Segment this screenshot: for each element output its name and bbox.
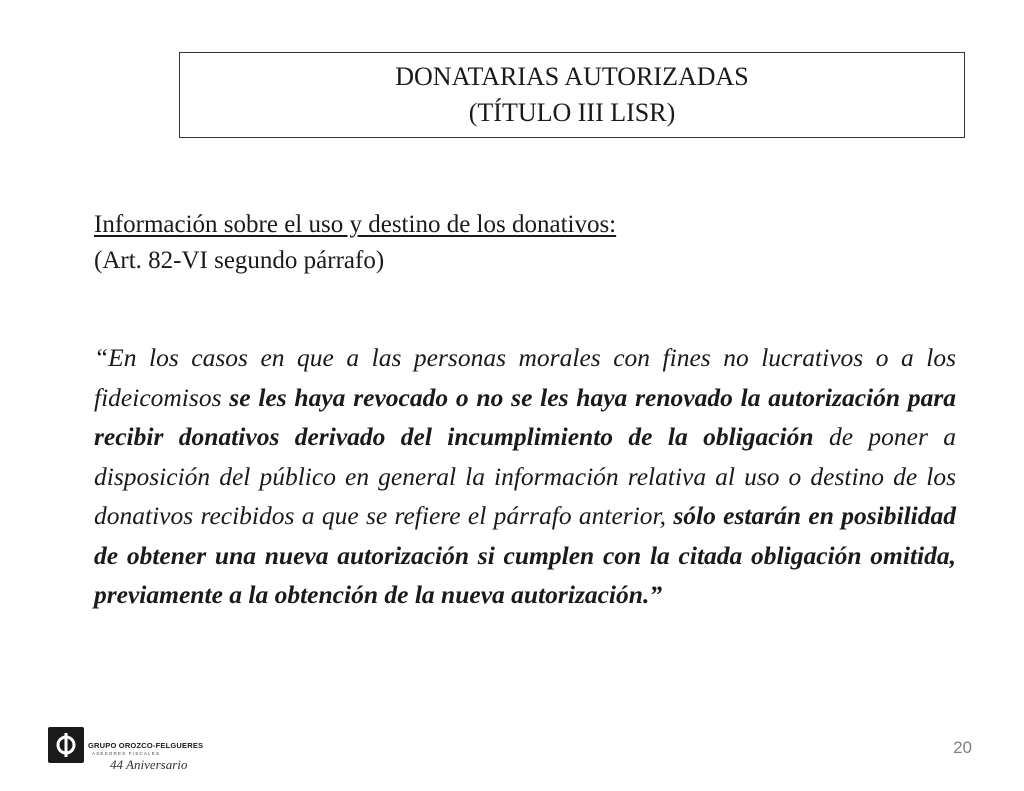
phi-logo-icon: [48, 727, 84, 763]
title-line-1: DONATARIAS AUTORIZADAS: [395, 62, 749, 91]
quote-part-3: de poner a disposición del público en general la información relativa al uso o destino de los donativos recibidos a que se refiere el párrafo anterior,: [94, 422, 956, 530]
section-header: [94, 207, 616, 279]
article-reference: (Art. 82-VI segundo párrafo): [94, 247, 385, 274]
page-number: 20: [953, 738, 972, 757]
logo-subtitle: ASESORES FISCALES: [92, 751, 161, 756]
quote-part-2-bold: se les haya revocado o no se les haya renovado la autorización para recibir donativos derivado del incumplimiento de la obligación: [94, 382, 956, 451]
company-logo: [48, 727, 204, 779]
logo-anniversary: 44 Aniversario: [110, 757, 188, 772]
quote-part-4-bold: sólo estarán en posibilidad de obtener una nueva autorización si cumplen con la citada obligación omitida, previamente a la obtención de la nueva autorización.”: [94, 501, 956, 609]
logo-company-name: GRUPO OROZCO-FELGUERES: [88, 741, 204, 750]
quote-part-1: “En los casos en que a las personas morales con fines no lucrativos o a los fideicomisos: [94, 343, 956, 412]
quote-paragraph: [94, 338, 956, 615]
section-heading: Información sobre el uso y destino de los donativos:: [94, 211, 617, 238]
title-box: [179, 52, 965, 138]
title-line-2: (TÍTULO III LISR): [468, 98, 676, 127]
